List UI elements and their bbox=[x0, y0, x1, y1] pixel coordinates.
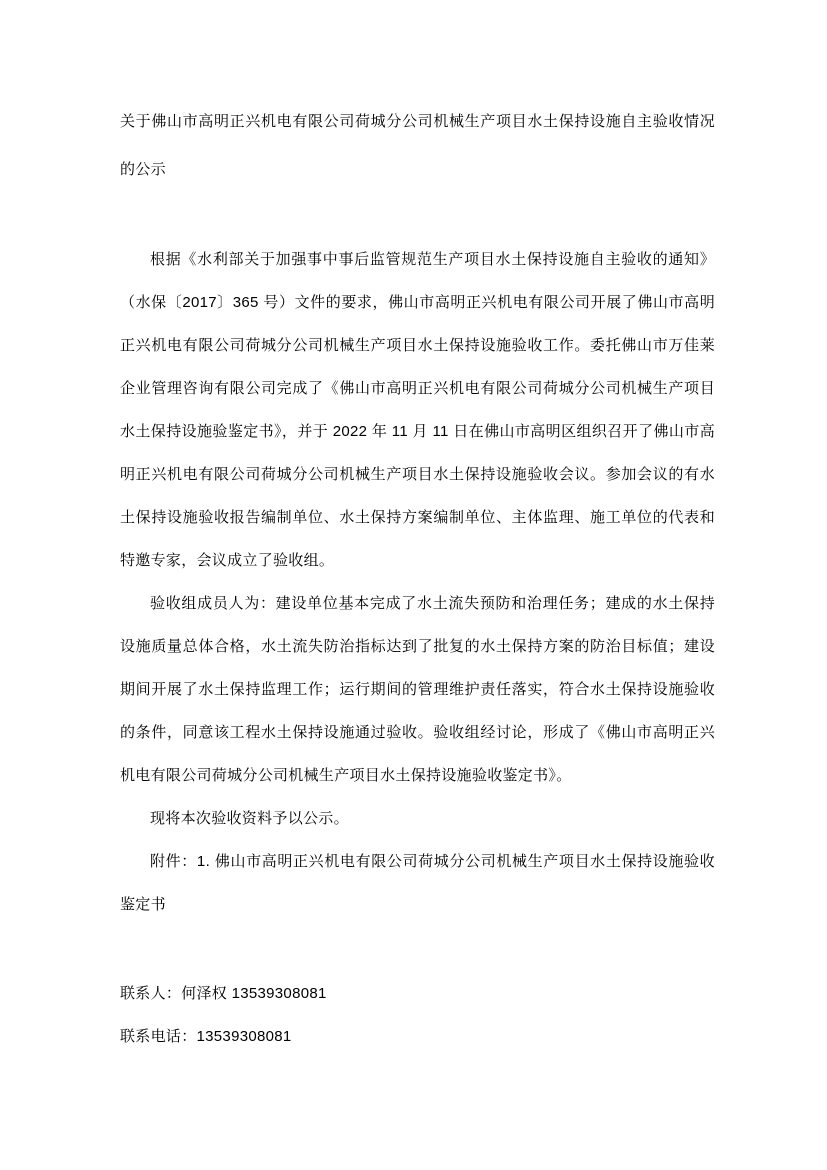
paragraph-acceptance-conclusion: 验收组成员人为：建设单位基本完成了水土流失预防和治理任务；建成的水土保持设施质量总体合格，水土流失防治指标达到了批复的水土保持方案的防治目标值；建设期间开展了水土保持监理工作；运行期间的管理维护责任落实，符合水土保持设施验收的条件，同意该工程水土保持设施通过验收。验收组经讨论，形成了《佛山市高明正兴机电有限公司荷城分公司机械生产项目水土保持设施验收鉴定书》。 bbox=[120, 595, 715, 784]
document-title: 关于佛山市高明正兴机电有限公司荷城分公司机械生产项目水土保持设施自主验收情况的公示 bbox=[120, 113, 715, 178]
document-content bbox=[120, 98, 715, 1058]
paragraph-publicity-statement: 现将本次验收资料予以公示。 bbox=[150, 810, 349, 827]
contact-phone-line: 联系电话：13539308081 bbox=[120, 1028, 292, 1045]
contact-block bbox=[120, 972, 715, 1058]
paragraph-acceptance-process: 根据《水利部关于加强事中事后监管规范生产项目水土保持设施自主验收的通知》（水保〔2017〕365 号）文件的要求，佛山市高明正兴机电有限公司开展了佛山市高明正兴机电有限公司荷城分公司机械生产项目水土保持设施验收工作。委托佛山市万佳莱企业管理咨询有限公司完成了《佛山市高明正兴机电有限公司荷城分公司机械生产项目水土保持设施验鉴定书》，并于 2022 年 11 月 11 日在佛山市高明区组织召开了佛山市高明正兴机电有限公司荷城分公司机械生产项目水土保持设施验收会议。参加会议的有水土保持设施验收报告编制单位、水土保持方案编制单位、主体监理、施工单位的代表和特邀专家，会议成立了验收组。 bbox=[120, 251, 715, 569]
paragraph-attachment: 附件：1. 佛山市高明正兴机电有限公司荷城分公司机械生产项目水土保持设施验收鉴定书 bbox=[120, 853, 715, 913]
contact-person-line: 联系人：何泽权 13539308081 bbox=[120, 985, 327, 1002]
